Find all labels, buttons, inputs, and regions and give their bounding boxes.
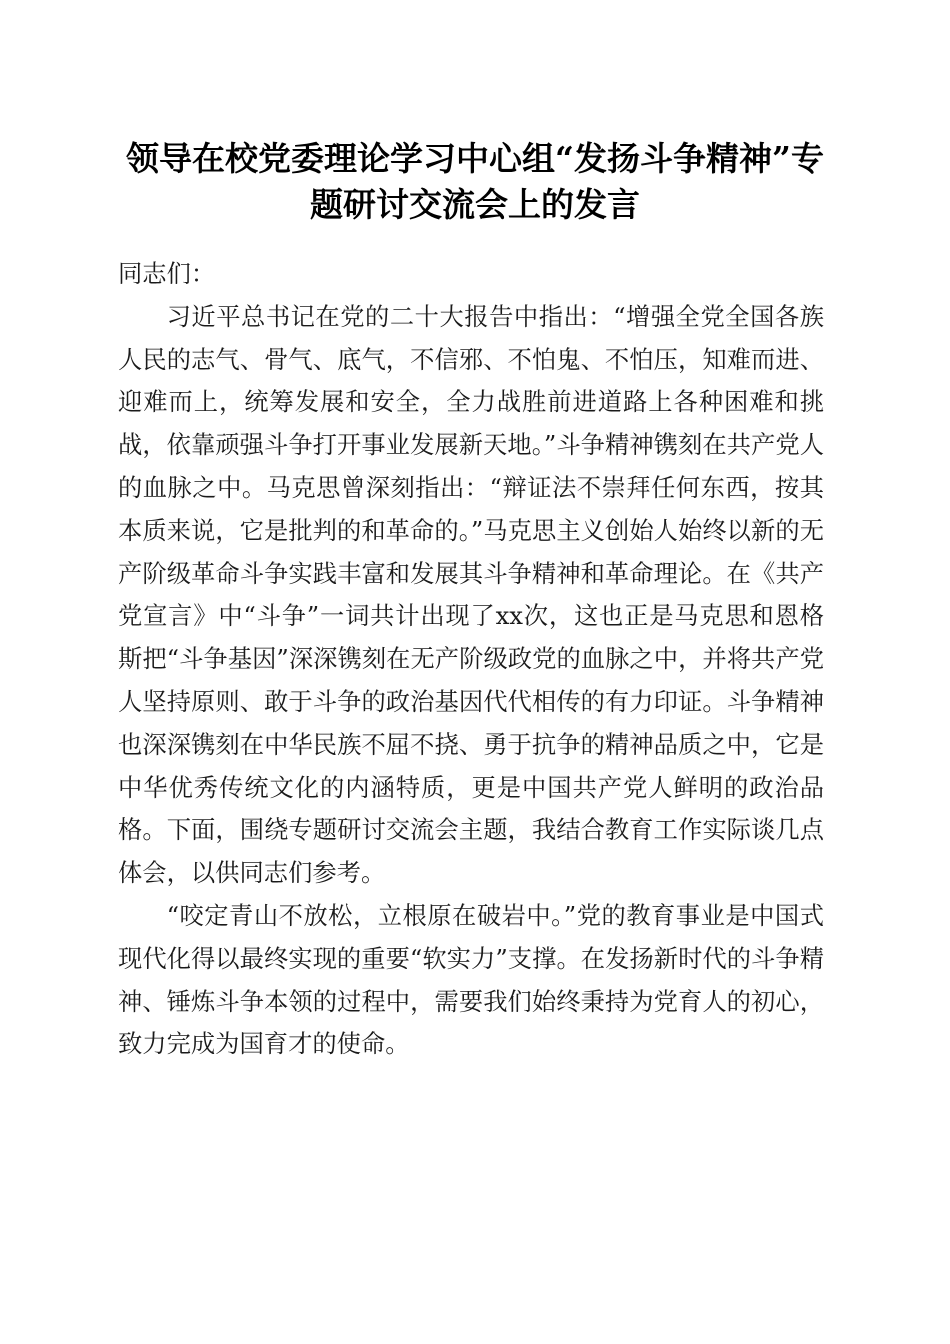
paragraph-2: “咬定青山不放松，立根原在破岩中。”党的教育事业是中国式现代化得以最终实现的重要“软实力”支撑。在发扬新时代的斗争精神、锤炼斗争本领的过程中，需要我们始终秉持为党育人的初心，致力完成为国育才的使命。 bbox=[118, 900, 824, 1059]
paragraph-1: 习近平总书记在党的二十大报告中指出：“增强全党全国各族人民的志气、骨气、底气，不信邪、不怕鬼、不怕压，知难而进、迎难而上，统筹发展和安全，全力战胜前进道路上各种困难和挑战，依靠顽强斗争打开事业发展新天地。”斗争精神镌刻在共产党人的血脉之中。马克思曾深刻指出：“辩证法不崇拜任何东西，按其本质来说，它是批判的和革命的。”马克思主义创始人始终以新的无产阶级革命斗争实践丰富和发展其斗争精神和革命理论。在《共产党宣言》中“斗争”一词共计出现了xx次，这也正是马克思和恩格斯把“斗争基因”深深镌刻在无产阶级政党的血脉之中，并将共产党人坚持原则、敢于斗争的政治基因代代相传的有力印证。斗争精神也深深镌刻在中华民族不屈不挠、勇于抗争的精神品质之中，它是中华优秀传统文化的内涵特质，更是中国共产党人鲜明的政治品格。下面，围绕专题研讨交流会主题，我结合教育工作实际谈几点体会，以供同志们参考。 bbox=[118, 301, 824, 888]
document-body bbox=[118, 253, 824, 1066]
salutation: 同志们： bbox=[118, 259, 216, 288]
document-title: 领导在校党委理论学习中心组“发扬斗争精神”专题研讨交流会上的发言 bbox=[126, 139, 824, 224]
